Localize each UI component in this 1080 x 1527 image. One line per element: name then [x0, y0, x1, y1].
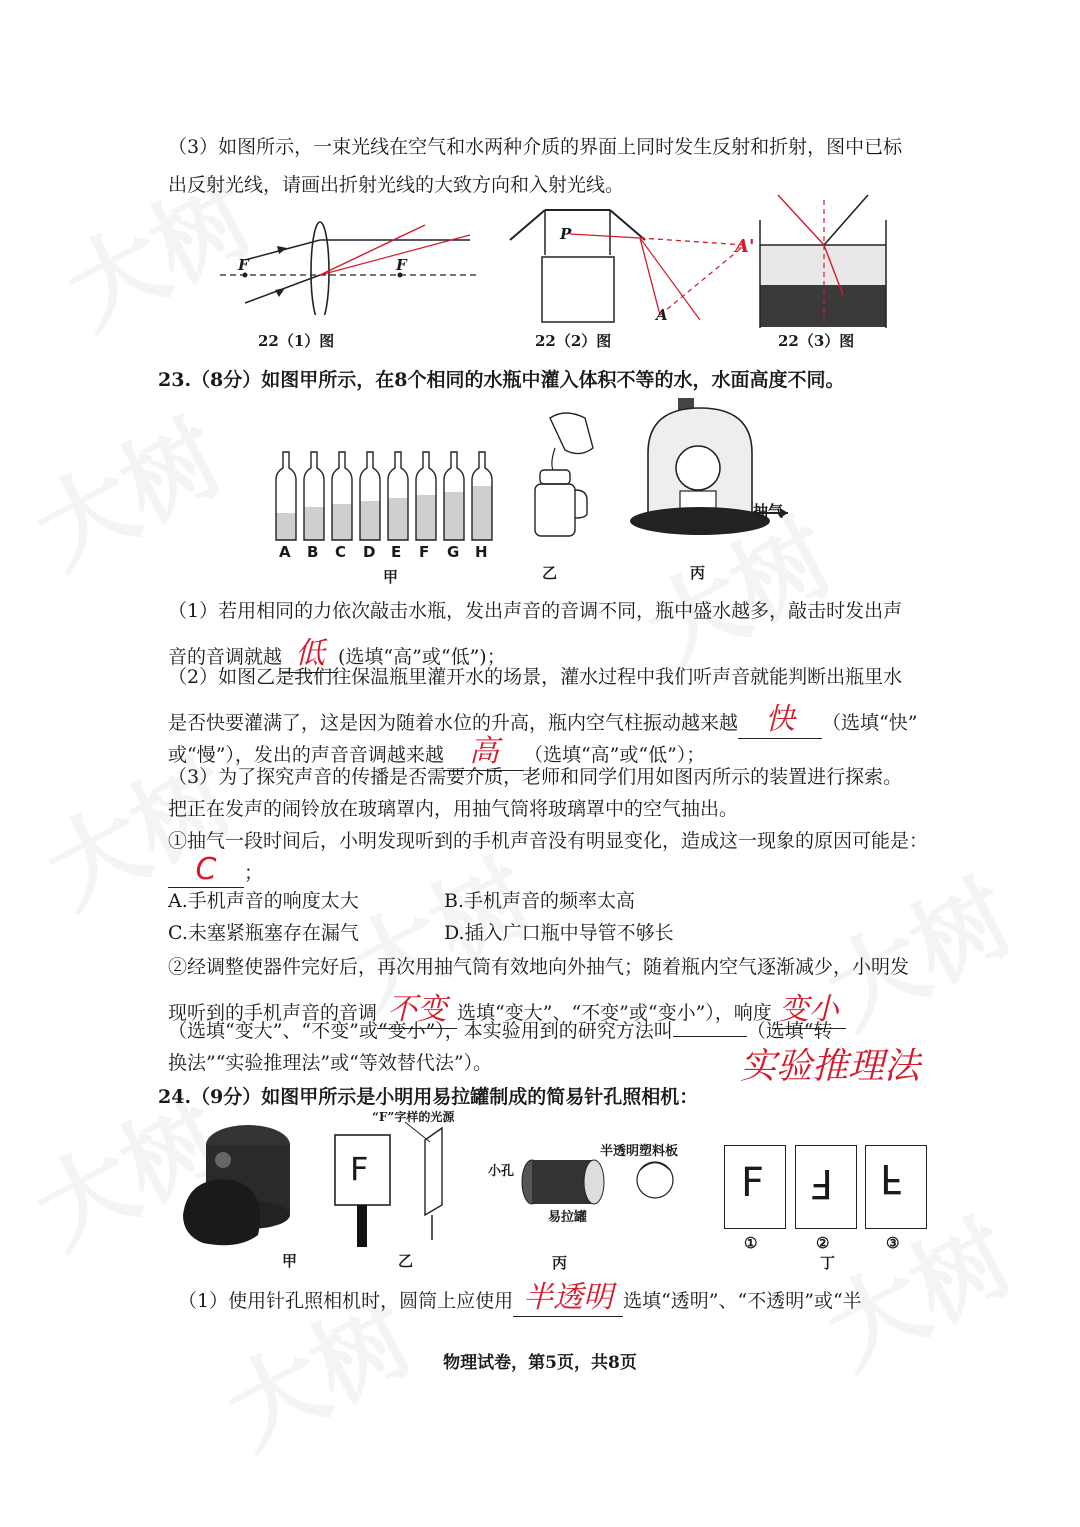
q24-label-screen: 半透明塑料板	[600, 1144, 679, 1159]
q23-p3-sub1-answer-blank[interactable]	[168, 852, 244, 888]
bottle-b	[304, 452, 324, 540]
q24-source-label: “F”字样的光源	[372, 1110, 455, 1124]
q23-p2-text-a: 是否快要灌满了，这是因为随着水位的升高，瓶内空气柱振动越来越	[168, 712, 739, 734]
q23-p3-line1: （3）为了探究声音的传播是否需要介质，老师和同学们用如图丙所示的装置进行探索。	[168, 766, 903, 788]
fig22-1-caption: 22（1）图	[258, 332, 335, 350]
q23-p3-sub1-end: ；	[244, 862, 264, 884]
q22-part3-line2: 出反射光线，请画出折射光线的大致方向和入射光线。	[168, 174, 625, 196]
bottle-label-d: D	[363, 543, 376, 561]
q24-option-2-letter: F	[810, 1160, 834, 1206]
q24-option-3-label: ③	[886, 1234, 900, 1252]
q23-p3-sub2-line4: 换法”“实验推理法”或“等效替代法”）。	[168, 1052, 493, 1074]
q23-p3-sub2-answer1: 不变	[387, 992, 448, 1027]
fig22-1-focus-left: F	[238, 256, 249, 274]
fig22-2-caption: 22（2）图	[535, 332, 612, 350]
bottle-label-b: B	[307, 543, 319, 561]
q23-p3-sub2-line3	[168, 1016, 833, 1043]
q24-p1-answer: 半透明	[523, 1280, 614, 1315]
q23-p3-sub2-line1: ②经调整使器件完好后，再次用抽气筒有效地向外抽气；随着瓶内空气逐渐减少，小明发	[168, 956, 910, 978]
page-footer: 物理试卷，第5页，共8页	[443, 1353, 637, 1373]
q24-pinhole-camera-figure	[520, 1150, 700, 1220]
q23-bottle-labels	[270, 543, 515, 563]
q23-option-c: C.未塞紧瓶塞存在漏气	[168, 922, 359, 944]
q24-source-letter: F	[350, 1150, 369, 1188]
bottle-water	[472, 486, 492, 540]
q23-p2-answer1-blank[interactable]	[738, 694, 822, 739]
q24-light-source-figure	[330, 1120, 455, 1250]
bottle-water	[276, 513, 296, 540]
q23-p1-text-a: 音的音调就越	[168, 646, 283, 668]
q24-label-hole: 小孔	[488, 1164, 515, 1179]
q23-fig-bing: 丙	[690, 564, 706, 582]
q24-p1-text-b: 选填“透明”、“不透明”或“半	[623, 1290, 862, 1312]
bottle-water	[360, 501, 380, 540]
q24-fig-bing: 丙	[552, 1254, 568, 1272]
bottle-d	[360, 452, 380, 540]
fig22-2-mirror-diagram	[500, 200, 760, 325]
bottle-e	[388, 452, 408, 540]
bottle-water	[332, 504, 352, 540]
q22-part3-line1: （3）如图所示，一束光线在空气和水两种介质的界面上同时发生反射和折射，图中已标	[168, 136, 903, 158]
q23-option-d: D.插入广口瓶中导管不够长	[444, 922, 674, 944]
q23-p3-sub2-text-b: 选填“变大”、“不变”或“变小”），响度	[457, 1002, 772, 1024]
bottle-label-g: G	[447, 543, 460, 561]
q23-p2-line1: （2）如图乙是我们往保温瓶里灌开水的场景，灌水过程中我们听声音就能判断出瓶里水	[168, 666, 903, 688]
bottle-a	[276, 452, 296, 540]
bottle-h	[472, 452, 492, 540]
fig22-2-label-a: A	[656, 306, 668, 324]
q23-p3-sub1-answer: C	[195, 852, 217, 887]
q24-option-2-label: ②	[816, 1234, 830, 1252]
q23-fig-yi: 乙	[542, 564, 558, 582]
fig22-3-caption: 22（3）图	[778, 332, 855, 350]
fig22-1-lens-diagram	[215, 215, 485, 315]
q23-p2-text-b: （选填“快”	[822, 712, 918, 734]
q23-p2-answer1: 快	[765, 702, 796, 737]
q23-bottles-figure	[270, 450, 515, 542]
q23-fig-jia: 甲	[383, 568, 399, 586]
q24-option-1-letter: F	[741, 1160, 765, 1206]
bottle-water	[444, 492, 464, 540]
q23-p3-sub2-answer3: 实验推理法	[740, 1046, 921, 1087]
q23-p3-sub2-answer3-blank[interactable]	[673, 1036, 747, 1037]
q24-p1-text-a: （1）使用针孔照相机时，圆筒上应使用	[178, 1290, 514, 1312]
bottle-f	[416, 452, 436, 540]
q24-option-1-label: ①	[744, 1234, 758, 1252]
q23-p3-sub1: ①抽气一段时间后，小明发现听到的手机声音没有明显变化，造成这一现象的原因可能是：	[168, 830, 929, 852]
q24-label-can: 易拉罐	[548, 1210, 588, 1225]
q23-option-a: A.手机声音的响度太大	[168, 890, 359, 912]
q23-p2-text-c: 或“慢”），发出的声音音调越来越	[168, 744, 444, 766]
q24-fig-jia: 甲	[282, 1252, 298, 1270]
q23-p1-answer: 低	[295, 636, 326, 671]
q24-p1-line	[178, 1272, 862, 1317]
bottle-water	[304, 507, 324, 540]
q23-p3-sub1-answer-line	[168, 852, 263, 888]
q23-pump-label: 抽气	[753, 502, 784, 520]
fig22-1-focus-right: F	[396, 256, 407, 274]
fig22-3-tank-diagram	[758, 190, 888, 330]
fig22-2-label-a-prime: A'	[735, 236, 755, 257]
q23-p2-answer2: 高	[468, 734, 499, 769]
q23-p3-sub2-answer2: 变小	[778, 992, 839, 1027]
q24-option-3-letter: F	[880, 1155, 904, 1201]
q23-title: 23.（8分）如图甲所示，在8个相同的水瓶中灌入体积不等的水，水面高度不同。	[158, 369, 845, 391]
bottle-g	[444, 452, 464, 540]
bottle-label-c: C	[335, 543, 347, 561]
q24-title: 24.（9分）如图甲所示是小明用易拉罐制成的简易针孔照相机：	[158, 1086, 699, 1108]
q24-fig-yi: 乙	[398, 1252, 414, 1270]
q23-p3-line2: 把正在发声的闹铃放在玻璃罩内，用抽气筒将玻璃罩中的空气抽出。	[168, 798, 739, 820]
q24-p1-answer-blank[interactable]	[513, 1272, 623, 1317]
q23-p1-line1: （1）若用相同的力依次敲击水瓶，发出声音的音调不同，瓶中盛水越多，敲击时发出声	[168, 600, 903, 622]
q24-cans-photo	[178, 1115, 308, 1250]
q24-fig-ding: 丁	[820, 1254, 836, 1272]
q23-option-b: B.手机声音的频率太高	[444, 890, 636, 912]
bottle-label-h: H	[475, 543, 488, 561]
bottle-label-e: E	[391, 543, 402, 561]
q23-thermos-figure	[525, 408, 615, 538]
q23-p1-text-b: (选填“高”或“低”)；	[338, 646, 506, 668]
q23-p3-sub2-text-d: （选填“转	[746, 1020, 833, 1042]
bottle-c	[332, 452, 352, 540]
bottle-water	[388, 498, 408, 540]
bottle-label-f: F	[419, 543, 430, 561]
bottle-water	[416, 495, 436, 540]
q23-p2-text-d: （选填“高”或“低”）；	[523, 744, 706, 766]
q23-p3-sub2-text-c: （选填“变大”、“不变”或“变小”），本实验用到的研究方法叫	[168, 1020, 673, 1042]
q23-p3-sub2-text-a: 现听到的手机声音的音调	[168, 1002, 378, 1024]
bottle-label-a: A	[279, 543, 291, 561]
watermark	[9, 383, 243, 594]
fig22-2-label-p: P	[560, 225, 572, 243]
